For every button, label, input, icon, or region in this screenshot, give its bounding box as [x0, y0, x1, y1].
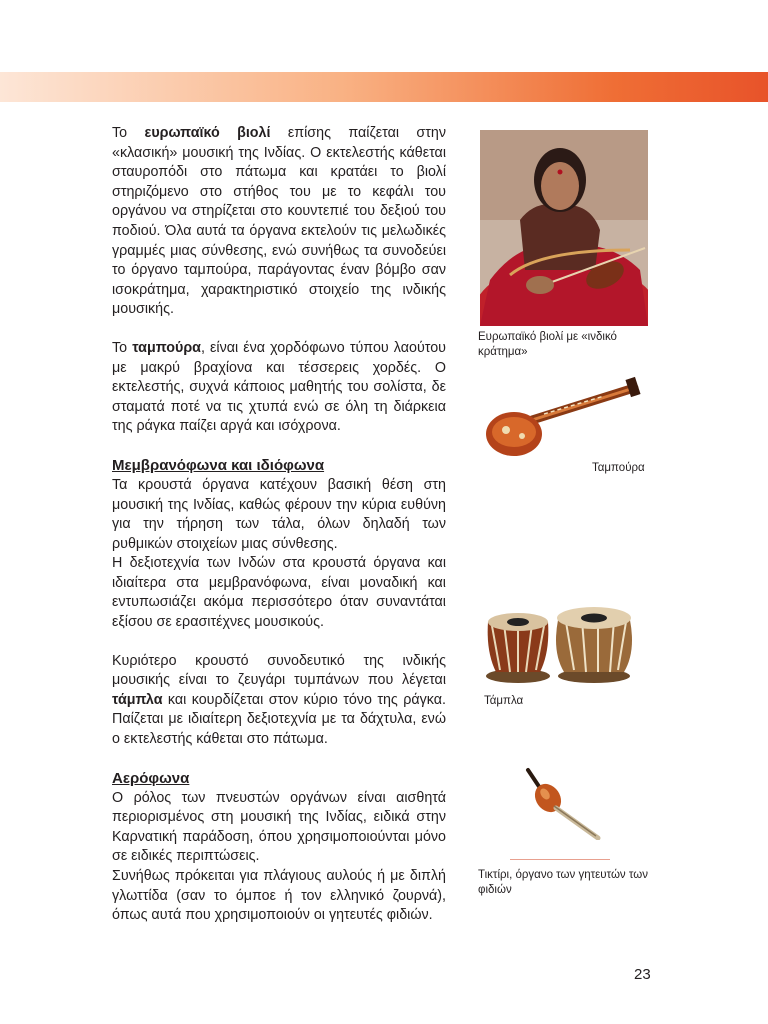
- paragraph-snake-charmers: Συνήθως πρόκειται για πλάγιους αυλούς ή με διπλή γλωττίδα (σαν το όμποε ή τον ελληνικό ζουρνά), όπως αυτά που χρησιμοποιούν οι γητευτές φιδιών.: [112, 868, 446, 924]
- paragraph-winds: Ο ρόλος των πνευστών οργάνων είναι αισθητά περιορισμένος στη μουσική της Ινδίας, ειδικά στην Καρνατική παράδοση, όπου χρησιμοποιούνται μόνο σε ειδικές περιπτώσεις.: [112, 789, 446, 865]
- paragraph-violin: Το ευρωπαϊκό βιολί επίσης παίζεται στην «κλασική» μουσική της Ινδίας. Ο εκτελεστής κάθεται σταυροπόδι στο πάτωμα και κρατάει το βιολί στηριζόμενο στο στήθος του με το κεφάλι του οργάνου να στηρίζεται στο κουντεπιέ του δεξιού του ποδιού. Όλα αυτά τα όργανα εκτελούν τις μελωδικές γραμμές μιας σύνθεσης, ενώ συνήθως τα συνοδεύει το όργανο ταμπούρα, παράγοντας έναν βόμβο σαν ισοκράτημα, χαρακτηριστικό στοιχείο της ινδικής μουσικής.: [112, 125, 447, 318]
- paragraph-percussion: Τα κρουστά όργανα κατέχουν βασική θέση στη μουσική της Ινδίας, καθώς φέρουν την κύρια ευθύνη για την τήρηση των τάλα, όλων δηλαδή των ρυθμικών στοιχείων μιας σύνθεσης.: [112, 476, 446, 552]
- paragraph-tabla: Κυριότερο κρουστό συνοδευτικό της ινδικής μουσικής είναι το ζευγάρι τυμπάνων που λέγεται τάμπλα και κουρδίζεται στον κύριο τόνο της ράγκα. Παίζεται με ιδιαίτερη δεξιοτεχνία με τα δάχτυλα, ενώ ο εκτελεστής κάθεται στο πάτωμα.: [112, 652, 446, 748]
- main-text-column: [112, 124, 446, 926]
- header-color-band: [0, 72, 768, 102]
- caption-tabla: Τάμπλα: [484, 695, 524, 707]
- caption-violin: Ευρωπαϊκό βιολί με «ινδικό κράτημα»: [478, 331, 617, 358]
- heading-aerophones: Αερόφωνα: [112, 769, 190, 787]
- page-number: 23: [634, 966, 651, 983]
- paragraph-virtuosity: Η δεξιοτεχνία των Ινδών στα κρουστά όργανα και ιδιαίτερα στα μεμβρανόφωνα, είναι μοναδική και εντυπωσιάζει ακόμα περισσότερο όταν συναντάται εξίσου σε ερασιτέχνες μουσικούς.: [112, 555, 446, 631]
- tanpura-photo: [484, 374, 648, 464]
- caption-tiktiri: Τικτίρι, όργανο των γητευτών των φιδιών: [478, 869, 648, 896]
- heading-membranophones: Μεμβρανόφωνα και ιδιόφωνα: [112, 456, 325, 474]
- tiktiri-photo: [514, 762, 606, 840]
- caption-tanpura: Ταμπούρα: [592, 462, 645, 474]
- tabla-photo: [482, 592, 642, 684]
- paragraph-tanpura: Το ταμπούρα, είναι ένα χορδόφωνο τύπου λαούτου με μακρύ βραχίονα και τέσσερεις χορδές. Ο εκτελεστής, συχνά κάποιος μαθητής του σολίστα, δε σταματά ποτέ να τις χτυπά ενώ σε όλη τη διάρκεια της ράγκα παίζει αργά και ισόχρονα.: [112, 339, 446, 435]
- caption-divider: [510, 859, 610, 860]
- violinist-photo: [480, 130, 648, 326]
